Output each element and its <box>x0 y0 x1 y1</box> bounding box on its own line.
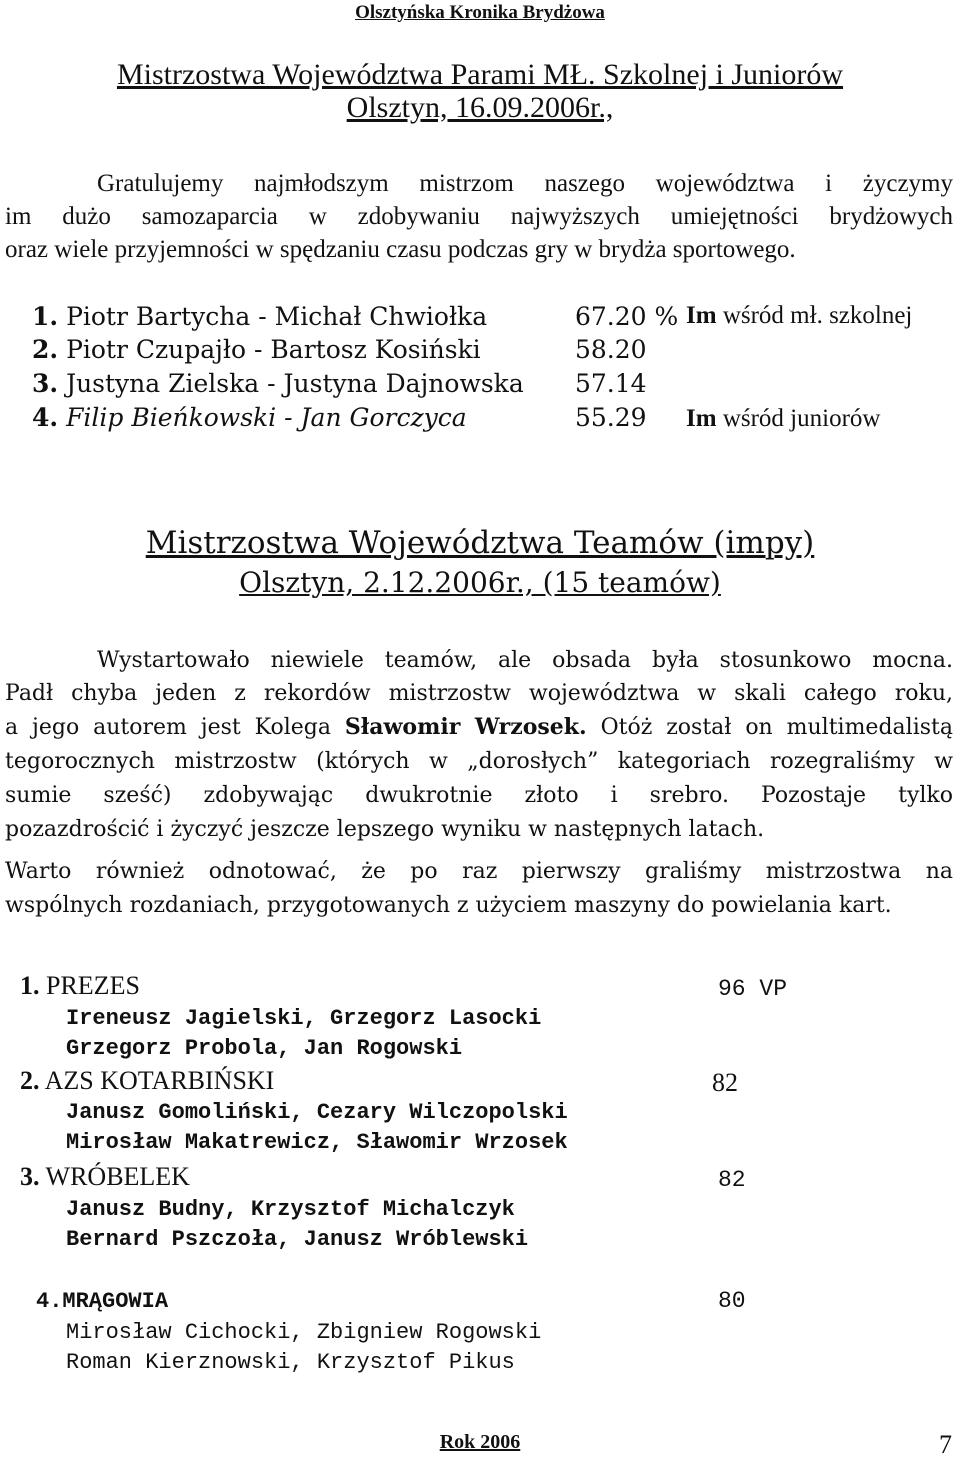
team-players-line: Mirosław Cichocki, Zbigniew Rogowski <box>66 1320 542 1345</box>
team-players-line: Mirosław Makatrewicz, Sławomir Wrzosek <box>66 1130 568 1155</box>
team-name: PREZES <box>46 971 140 1000</box>
team-heading <box>20 971 140 1001</box>
result-score: 57.14 <box>575 369 647 398</box>
team-name: WRÓBELEK <box>45 1162 190 1191</box>
team-players-line: Grzegorz Probola, Jan Rogowski <box>66 1036 463 1061</box>
result-note-label: Im <box>686 405 717 432</box>
paragraph-line: Wystartowało niewiele teamów, ale obsada była stosunkowo mocna. <box>97 648 953 673</box>
team-vp: 96 VP <box>718 976 788 1002</box>
result-row <box>32 369 524 398</box>
result-note <box>686 302 912 330</box>
result-score: 67.20 % <box>575 302 679 331</box>
result-row <box>32 335 481 364</box>
result-place: 1. <box>32 302 59 331</box>
team-place: 2. <box>20 1066 40 1095</box>
result-place: 4. <box>32 403 59 432</box>
team-heading <box>20 1162 190 1192</box>
result-score: 58.20 <box>575 335 647 364</box>
text-run: a jego autorem jest Kolega <box>5 715 345 740</box>
paragraph-line: sumie sześć) zdobywając dwukrotnie złoto i srebro. Pozostaje tylko <box>5 783 953 808</box>
result-pair: Piotr Bartycha - Michał Chwiołka <box>66 302 488 331</box>
result-score: 55.29 <box>575 403 647 432</box>
result-note-text: wśród juniorów <box>722 405 881 432</box>
team-players-line: Janusz Gomoliński, Cezary Wilczopolski <box>66 1100 568 1125</box>
team-name: AZS KOTARBIŃSKI <box>44 1066 275 1095</box>
paragraph-line <box>5 711 953 744</box>
team-place: 1. <box>20 971 40 1000</box>
result-row <box>32 302 487 331</box>
paragraph-line: tegorocznych mistrzostw (których w „dorosłych” kategoriach rozegraliśmy w <box>5 749 953 774</box>
highlighted-name: Sławomir Wrzosek. <box>344 714 587 740</box>
result-row <box>32 403 467 432</box>
section1-subtitle: Olsztyn, 16.09.2006r., <box>346 91 614 124</box>
result-pair: Piotr Czupajło - Bartosz Kosiński <box>66 335 481 364</box>
section2-subtitle: Olsztyn, 2.12.2006r., (15 teamów) <box>239 566 721 599</box>
team-vp: 82 <box>712 1068 738 1097</box>
result-note-text: wśród mł. szkolnej <box>722 302 913 329</box>
result-place: 2. <box>32 335 59 364</box>
result-pair: Filip Bieńkowski - Jan Gorczyca <box>66 403 467 432</box>
team-players-line: Janusz Budny, Krzysztof Michalczyk <box>66 1197 515 1222</box>
paragraph-line: pozazdrościć i życzyć jeszcze lepszego wyniku w następnych latach. <box>5 817 765 842</box>
paragraph-line: Warto również odnotować, że po raz pierwszy graliśmy mistrzostwa na <box>5 859 953 884</box>
result-pair: Justyna Zielska - Justyna Dajnowska <box>66 369 524 398</box>
team-players-line: Bernard Pszczoła, Janusz Wróblewski <box>66 1227 529 1252</box>
journal-title: Olsztyńska Kronika Brydżowa <box>355 2 605 23</box>
paragraph-line: im dużo samozaparcia w zdobywaniu najwyższych umiejętności brydżowych <box>5 203 953 230</box>
team-heading <box>20 1066 274 1096</box>
paragraph-line: wspólnych rozdaniach, przygotowanych z użyciem maszyny do powielania kart. <box>5 893 892 918</box>
team-vp: 80 <box>718 1288 746 1314</box>
team-players-line: Ireneusz Jagielski, Grzegorz Lasocki <box>66 1006 542 1031</box>
section1-title: Mistrzostwa Województwa Parami MŁ. Szkolnej i Juniorów <box>116 58 844 91</box>
team-heading <box>36 1289 168 1314</box>
team-name: MRĄGOWIA <box>62 1289 169 1314</box>
text-run: Otóż został on multimedalistą <box>586 715 953 740</box>
team-players-line: Roman Kierznowski, Krzysztof Pikus <box>66 1350 515 1375</box>
result-note-label: Im <box>686 302 717 329</box>
team-place: 4. <box>36 1289 63 1314</box>
result-place: 3. <box>32 369 59 398</box>
footer-year: Rok 2006 <box>439 1431 521 1453</box>
section2-title: Mistrzostwa Województwa Teamów (impy) <box>145 525 815 561</box>
paragraph-line: oraz wiele przyjemności w spędzaniu czasu podczas gry w brydża sportowego. <box>5 236 796 263</box>
team-place: 3. <box>20 1162 40 1191</box>
page-number: 7 <box>939 1430 952 1459</box>
team-vp: 82 <box>718 1167 746 1193</box>
paragraph-line: Padł chyba jeden z rekordów mistrzostw województwa w skali całego roku, <box>5 681 953 706</box>
paragraph-line: Gratulujemy najmłodszym mistrzom naszego województwa i życzymy <box>97 170 953 197</box>
result-note <box>686 405 880 433</box>
